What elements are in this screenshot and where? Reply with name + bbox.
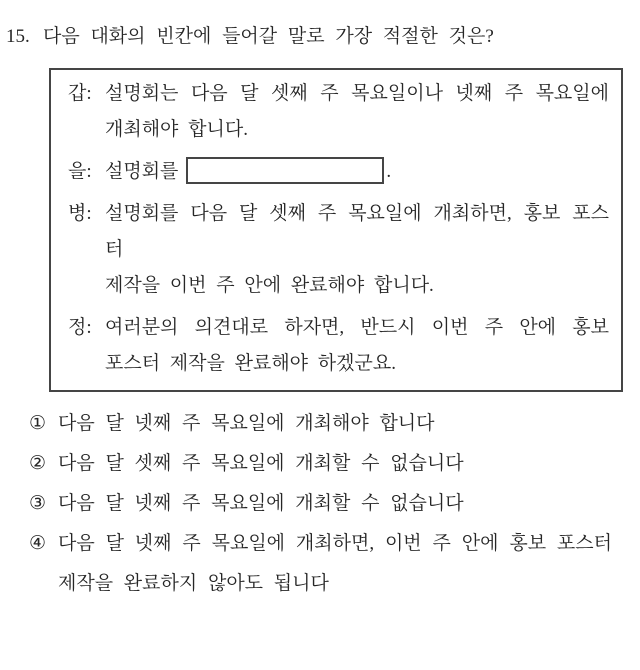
dialogue-turn-eul: [68, 154, 609, 190]
question-text: 다음 대화의 빈칸에 들어갈 말로 가장 적절한 것은?: [43, 26, 494, 47]
speaker-label: 병:: [68, 203, 92, 224]
dialogue-line: 설명회를 다음 달 셋째 주 목요일에 개최하면, 홍보 포스터: [105, 203, 609, 260]
dialogue-box: [49, 68, 623, 392]
dialogue-line: [105, 154, 609, 190]
answer-options: [29, 404, 612, 604]
dialogue-line: 제작을 이번 주 안에 완료해야 합니다.: [105, 275, 434, 296]
option-4-text: 다음 달 넷째 주 목요일에 개최하면, 이번 주 안에 홍보 포스터: [58, 533, 612, 554]
question-heading: [6, 25, 640, 48]
option-3-number: ③: [29, 493, 47, 514]
blank-line-suffix: .: [386, 161, 392, 182]
dialogue-line: 설명회는 다음 달 셋째 주 목요일이나 넷째 주 목요일에: [105, 83, 609, 104]
option-1-text: 다음 달 넷째 주 목요일에 개최해야 합니다: [58, 413, 435, 434]
dialogue-line: 개최해야 합니다.: [105, 119, 248, 140]
option-2-number: ②: [29, 453, 47, 474]
fill-in-blank-box: [186, 157, 384, 184]
dialogue-line: 포스터 제작을 완료해야 하겠군요.: [105, 353, 396, 374]
question-number: 15.: [6, 26, 30, 47]
blank-line-prefix: 설명회를: [105, 161, 179, 182]
option-1: [29, 404, 612, 444]
option-3-text: 다음 달 넷째 주 목요일에 개최할 수 없습니다: [58, 493, 464, 514]
option-4-text: 제작을 완료하지 않아도 됩니다: [58, 573, 329, 594]
speaker-label: 을:: [68, 161, 92, 182]
option-4: [29, 524, 612, 604]
dialogue-line: 여러분의 의견대로 하자면, 반드시 이번 주 안에 홍보: [105, 317, 609, 338]
option-3: [29, 484, 612, 524]
option-2: [29, 444, 612, 484]
option-4-number: ④: [29, 533, 47, 554]
dialogue-turn-jeong: [68, 310, 609, 382]
option-2-text: 다음 달 셋째 주 목요일에 개최할 수 없습니다: [58, 453, 464, 474]
option-1-number: ①: [29, 413, 47, 434]
dialogue-turn-gap: [68, 76, 609, 148]
dialogue-turn-byeong: [68, 196, 609, 304]
speaker-label: 정:: [68, 317, 92, 338]
speaker-label: 갑:: [68, 83, 92, 104]
